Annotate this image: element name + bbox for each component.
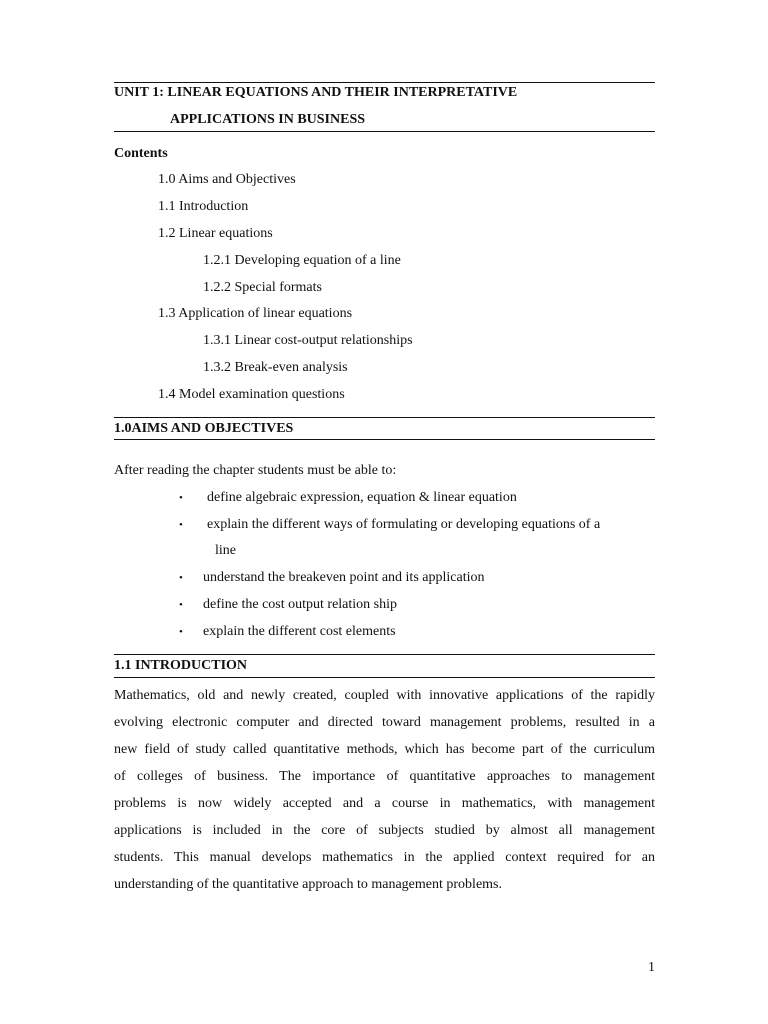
contents-item: 1.3 Application of linear equations: [158, 306, 353, 321]
contents-subitem: 1.2.2 Special formats: [203, 280, 322, 295]
contents-item: 1.1 Introduction: [158, 199, 249, 214]
title-top-rule: [114, 82, 655, 83]
intro-heading: 1.1 INTRODUCTION: [114, 658, 248, 673]
aims-bullet: define the cost output relation ship: [203, 597, 398, 612]
contents-subitem: 1.3.1 Linear cost-output relationships: [203, 333, 413, 348]
aims-bullet: explain the different ways of formulating or developing equations of a: [207, 517, 601, 532]
intro-paragraph-line: new field of study called quantitative methods, which has become part of the curriculum: [114, 742, 655, 757]
aims-bullet: explain the different cost elements: [203, 624, 396, 639]
intro-paragraph-line: of colleges of business. The importance of quantitative approaches to management: [114, 769, 655, 784]
bullet-marker: •: [179, 519, 183, 531]
page-number: 1: [648, 960, 655, 975]
intro-paragraph-line: applications is included in the core of subjects studied by almost all management: [114, 823, 655, 838]
contents-item: 1.4 Model examination questions: [158, 387, 345, 402]
aims-bullet: define algebraic expression, equation & linear equation: [207, 490, 517, 505]
bullet-marker: •: [179, 572, 183, 584]
contents-item: 1.0 Aims and Objectives: [158, 172, 296, 187]
intro-top-rule: [114, 654, 655, 655]
intro-paragraph-line: evolving electronic computer and directed toward management problems, resulted in a: [114, 715, 655, 730]
intro-paragraph-line: Mathematics, old and newly created, coupled with innovative applications of the rapidly: [114, 688, 655, 703]
bullet-marker: •: [179, 492, 183, 504]
contents-item: 1.2 Linear equations: [158, 226, 273, 241]
bullet-marker: •: [179, 599, 183, 611]
intro-paragraph-line: students. This manual develops mathematics in the applied context required for an: [114, 850, 655, 865]
aims-heading: 1.0AIMS AND OBJECTIVES: [114, 421, 294, 436]
contents-subitem: 1.2.1 Developing equation of a line: [203, 253, 401, 268]
contents-heading: Contents: [114, 146, 168, 161]
aims-bottom-rule: [114, 439, 655, 440]
title-bottom-rule: [114, 131, 655, 132]
intro-paragraph-line: understanding of the quantitative approach to management problems.: [114, 877, 502, 892]
aims-bullet: understand the breakeven point and its application: [203, 570, 485, 585]
aims-top-rule: [114, 417, 655, 418]
contents-subitem: 1.3.2 Break-even analysis: [203, 360, 348, 375]
unit-title-line-2: APPLICATIONS IN BUSINESS: [170, 112, 366, 127]
bullet-marker: •: [179, 626, 183, 638]
intro-bottom-rule: [114, 677, 655, 678]
aims-bullet-continuation: line: [215, 543, 236, 558]
unit-title-line-1: UNIT 1: LINEAR EQUATIONS AND THEIR INTERPRETATIVE: [114, 85, 518, 100]
aims-intro: After reading the chapter students must be able to:: [114, 463, 397, 478]
intro-paragraph-line: problems is now widely accepted and a course in mathematics, with management: [114, 796, 655, 811]
